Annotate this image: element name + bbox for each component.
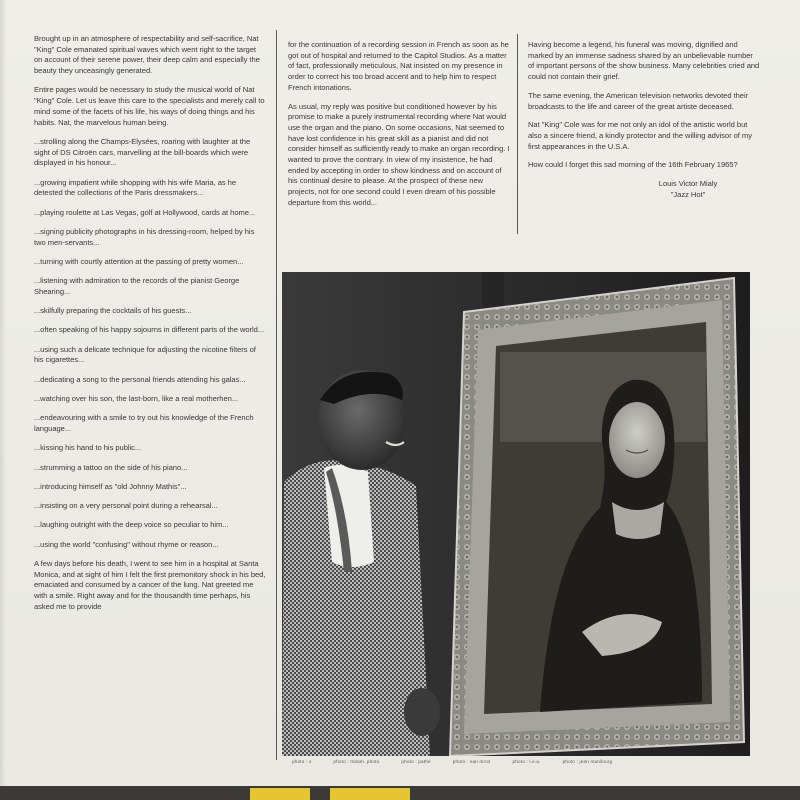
- text-column-3: [528, 40, 760, 200]
- text-column-1: [34, 34, 266, 621]
- yellow-graphic: [250, 788, 310, 800]
- man-hand: [404, 688, 440, 736]
- paragraph: ...introducing himself as "old Johnny Mathis"...: [34, 481, 187, 491]
- photo-credit: photo : pathé: [401, 759, 431, 764]
- paragraph: ...dedicating a song to the personal friends attending his galas...: [34, 374, 246, 384]
- photo-credit: photo : nan mroz: [452, 759, 491, 764]
- paragraph: Having become a legend, his funeral was moving, dignified and marked by an immense sadness shared by an unbelievable number of important persons of the show business. Many celebrities cried and could not contain their grief.: [528, 40, 760, 82]
- paragraph: The same evening, the American television networks devoted their broadcasts to the life and career of the great artiste deceased.: [528, 90, 749, 111]
- photo-man-with-painting: [282, 272, 750, 756]
- yellow-graphic: [330, 788, 410, 800]
- paragraph: ...signing publicity photographs in his dressing-room, helped by his two men-servants...: [34, 226, 255, 247]
- photo-credit: photo : l.e.a.: [512, 759, 541, 764]
- paragraph: Entire pages would be necessary to study the musical world of Nat "King" Cole. Let us leave this care to the specialists and merely call to mind some of the facets of his life, his ways of doing things and his habits. Nat, the marvelous human being.: [34, 85, 265, 127]
- paragraph: Brought up in an atmosphere of respectability and self-sacrifice, Nat "King" Cole emanated spiritual waves which went right to the target on account of their serene power, their deep calm and especially the beauty they unceasingly generated.: [34, 34, 260, 76]
- paragraph: ...playing roulette at Las Vegas, golf at Hollywood, cards at home...: [34, 207, 256, 217]
- author-name: Louis Victor Mialy: [658, 179, 718, 189]
- text-column-2: [288, 40, 510, 217]
- paragraph: ...using the world "confusing" without rhyme or reason...: [34, 539, 219, 549]
- paragraph: ...listening with admiration to the records of the pianist George Shearing...: [34, 276, 240, 296]
- paragraph: ...watching over his son, the last-born, like a real motherhen...: [34, 394, 238, 403]
- paragraph: ...kissing his hand to his public...: [34, 443, 142, 453]
- paragraph: Nat "King" Cole was for me not only an idol of the artistic world but also a sincere friend, a kindly protector and the willing advisor of my first appearances in the U.S.A.: [528, 120, 752, 151]
- paragraph: for the continuation of a recording session in French as soon as he got out of hospital and returned to the Capitol Studios. As a matter of fact, professionally meticulous, Nat insisted on my presence in order to correct his too broad accent and to help him to respect French intonations.: [288, 40, 509, 92]
- paragraph: ...often speaking of his happy sojourns in different parts of the world...: [34, 325, 265, 335]
- paragraph: How could I forget this sad morning of the 16th February 1965?: [528, 160, 738, 170]
- photo-credit: photo : x: [292, 759, 312, 764]
- paragraph: ...insisting on a very personal point during a rehearsal...: [34, 501, 218, 511]
- paragraph: ...using such a delicate technique for adjusting the nicotine filters of his cigarettes...: [34, 344, 256, 365]
- photo-illustration: [282, 272, 750, 756]
- author-signature: [618, 179, 758, 200]
- paragraph: As usual, my reply was positive but conditioned however by his promise to make a purely instrumental recording where Nat would use the organ and the piano. On some occasions, Nat seemed to have lost confidence in his great skill as a pianist and did not consider himself as sufficiently ready to make an organ recording. I wanted to prove the contrary. In view of my insistence, he had ended by accepting in order to show kindness and on account of his continual desire to please. At the prospect of these new projects, not for one second could I even dream of his possible departure from this world...: [288, 101, 510, 207]
- column-divider-left: [276, 30, 277, 760]
- column-divider-right: [517, 34, 518, 234]
- paragraph: A few days before his death, I went to see him in a hospital at Santa Monica, and at sight of him I felt the first premonitory shock in his bed, emaciated and consumed by a cancer of the lung. Nat greeted me with a smile. Right away and for the thousandth time perhaps, his asked me to provide: [34, 559, 266, 611]
- sheet-edge: [0, 0, 6, 800]
- photo-credits: [292, 759, 672, 764]
- paragraph: ...growing impatient while shopping with his wife Maria, as he detested the collections of the Paris dressmakers...: [34, 177, 237, 198]
- painting-face: [609, 402, 665, 478]
- paragraph: ...skilfully preparing the cocktails of his guests...: [34, 306, 192, 316]
- paragraph: ...laughing outright with the deep voice so peculiar to him...: [34, 520, 229, 530]
- paragraph: ...turning with courtly attention at the passing of pretty women...: [34, 256, 244, 266]
- bottom-edge-strip: [0, 786, 800, 800]
- paragraph: ...endeavouring with a smile to try out his knowledge of the French language...: [34, 413, 254, 433]
- author-publication: "Jazz Hot": [670, 189, 706, 199]
- paragraph: ...strolling along the Champs-Elysées, roaring with laughter at the sight of DS Citroën cars, marvelling at the bill-boards which were displayed in his honour...: [34, 136, 251, 168]
- paragraph: ...strumming a tattoo on the side of his piano...: [34, 462, 188, 472]
- photo-credit: photo : jean manilourg: [562, 759, 613, 764]
- photo-credit: photo : mdam. photo: [333, 759, 380, 764]
